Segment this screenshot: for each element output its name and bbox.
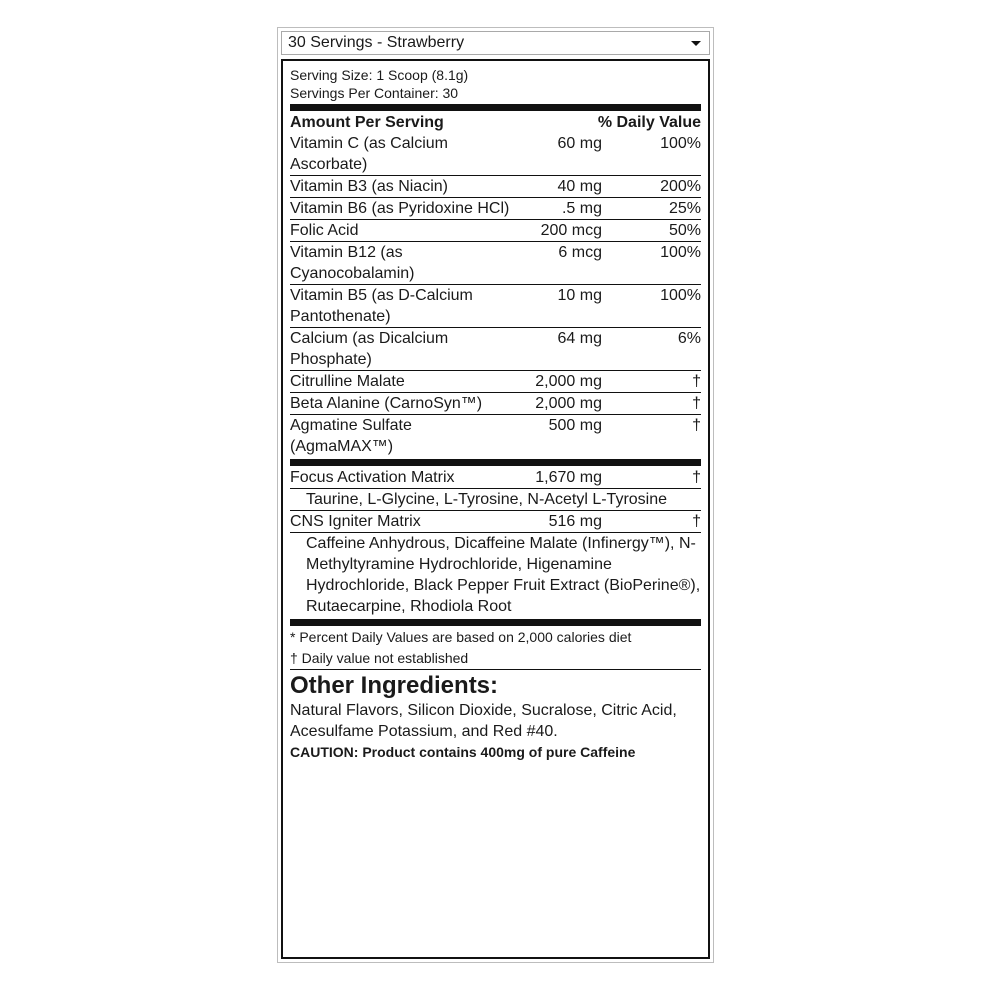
table-row — [290, 220, 701, 241]
nutrient-amount: 10 mg — [557, 287, 602, 304]
blend-amount: 516 mg — [548, 513, 602, 530]
nutrient-amount: 60 mg — [557, 135, 602, 152]
nutrient-dv: 50% — [668, 222, 701, 239]
nutrient-dv: 6% — [677, 330, 701, 347]
table-row — [290, 198, 701, 219]
blend-dv: † — [692, 513, 701, 530]
nutrient-dv: † — [692, 417, 701, 434]
footnote-dagger: † Daily value not established — [290, 650, 469, 666]
nutrient-list — [290, 133, 701, 370]
nutrient-name: Vitamin B5 (as D-Calcium Pantothenate) — [290, 287, 473, 325]
nutrient-amount: 6 mcg — [558, 244, 602, 261]
table-row — [290, 371, 701, 392]
nutrient-name: Agmatine Sulfate (AgmaMAX™) — [290, 417, 412, 455]
nutrient-dv: 200% — [660, 178, 701, 195]
nutrient-name: Beta Alanine (CarnoSyn™) — [290, 395, 483, 412]
blend-dv: † — [692, 469, 701, 486]
nutrient-dv: † — [692, 395, 701, 412]
header-amount-per-serving: Amount Per Serving — [290, 114, 444, 131]
divider — [290, 669, 701, 670]
nutrient-name: Vitamin B3 (as Niacin) — [290, 178, 448, 195]
serving-size: Serving Size: 1 Scoop (8.1g) — [290, 67, 469, 83]
divider-thick — [290, 104, 701, 111]
blend-row-focus — [290, 467, 701, 488]
table-row — [290, 415, 701, 457]
caution-text: CAUTION: Product contains 400mg of pure Caffeine — [290, 744, 636, 760]
nutrient-dv: 100% — [660, 244, 701, 261]
variant-select-value: 30 Servings - Strawberry — [288, 34, 465, 51]
nutrient-amount: 2,000 mg — [535, 395, 602, 412]
supplement-facts-panel — [277, 27, 714, 963]
header-daily-value: % Daily Value — [597, 114, 701, 131]
other-ingredients-text: Natural Flavors, Silicon Dioxide, Sucralose, Citric Acid, Acesulfame Potassium, and Red #40. — [290, 702, 677, 740]
table-row — [290, 393, 701, 414]
nutrient-name: Vitamin B12 (as Cyanocobalamin) — [290, 244, 415, 282]
chevron-down-icon[interactable] — [691, 41, 701, 46]
table-row — [290, 176, 701, 197]
nutrient-dv: 100% — [660, 135, 701, 152]
nutrient-name: Folic Acid — [290, 222, 359, 239]
nutrient-amount: 2,000 mg — [535, 373, 602, 390]
table-row — [290, 285, 701, 327]
nutrient-name: Citrulline Malate — [290, 373, 405, 390]
nutrient-dv: † — [692, 373, 701, 390]
nutrient-amount: 500 mg — [548, 417, 602, 434]
table-row — [290, 242, 701, 284]
footnote-percent-dv: * Percent Daily Values are based on 2,000 calories diet — [290, 629, 632, 645]
blend-ingredients-focus: Taurine, L-Glycine, L-Tyrosine, N-Acetyl L-Tyrosine — [306, 491, 668, 508]
variant-select[interactable] — [281, 31, 710, 55]
blend-ingredients-cns: Caffeine Anhydrous, Dicaffeine Malate (Infinergy™), N-Methyltyramine Hydrochloride, Higenamine Hydrochloride, Black Pepper Fruit Extract (BioPerine®), Rutaecarpine, Rhodiola Root — [306, 535, 701, 615]
divider-thick — [290, 459, 701, 466]
nutrient-amount: .5 mg — [561, 200, 602, 217]
blend-amount: 1,670 mg — [535, 469, 602, 486]
blend-name: Focus Activation Matrix — [290, 469, 455, 486]
table-header — [290, 112, 701, 133]
divider-thick — [290, 619, 701, 626]
nutrient-amount: 64 mg — [557, 330, 602, 347]
supplement-facts-label — [281, 59, 710, 959]
table-row — [290, 133, 701, 175]
servings-per-container: Servings Per Container: 30 — [290, 85, 459, 101]
blend-row-cns — [290, 511, 701, 532]
nutrient-name: Vitamin B6 (as Pyridoxine HCl) — [290, 200, 510, 217]
nutrient-name: Calcium (as Dicalcium Phosphate) — [290, 330, 449, 368]
nutrient-name: Vitamin C (as Calcium Ascorbate) — [290, 135, 448, 173]
nutrient-amount: 200 mcg — [540, 222, 602, 239]
table-row — [290, 328, 701, 370]
active-list — [290, 371, 701, 457]
nutrient-dv: 25% — [668, 200, 701, 217]
blend-name: CNS Igniter Matrix — [290, 513, 421, 530]
nutrient-amount: 40 mg — [557, 178, 602, 195]
other-ingredients-title: Other Ingredients: — [290, 672, 499, 699]
nutrient-dv: 100% — [660, 287, 701, 304]
